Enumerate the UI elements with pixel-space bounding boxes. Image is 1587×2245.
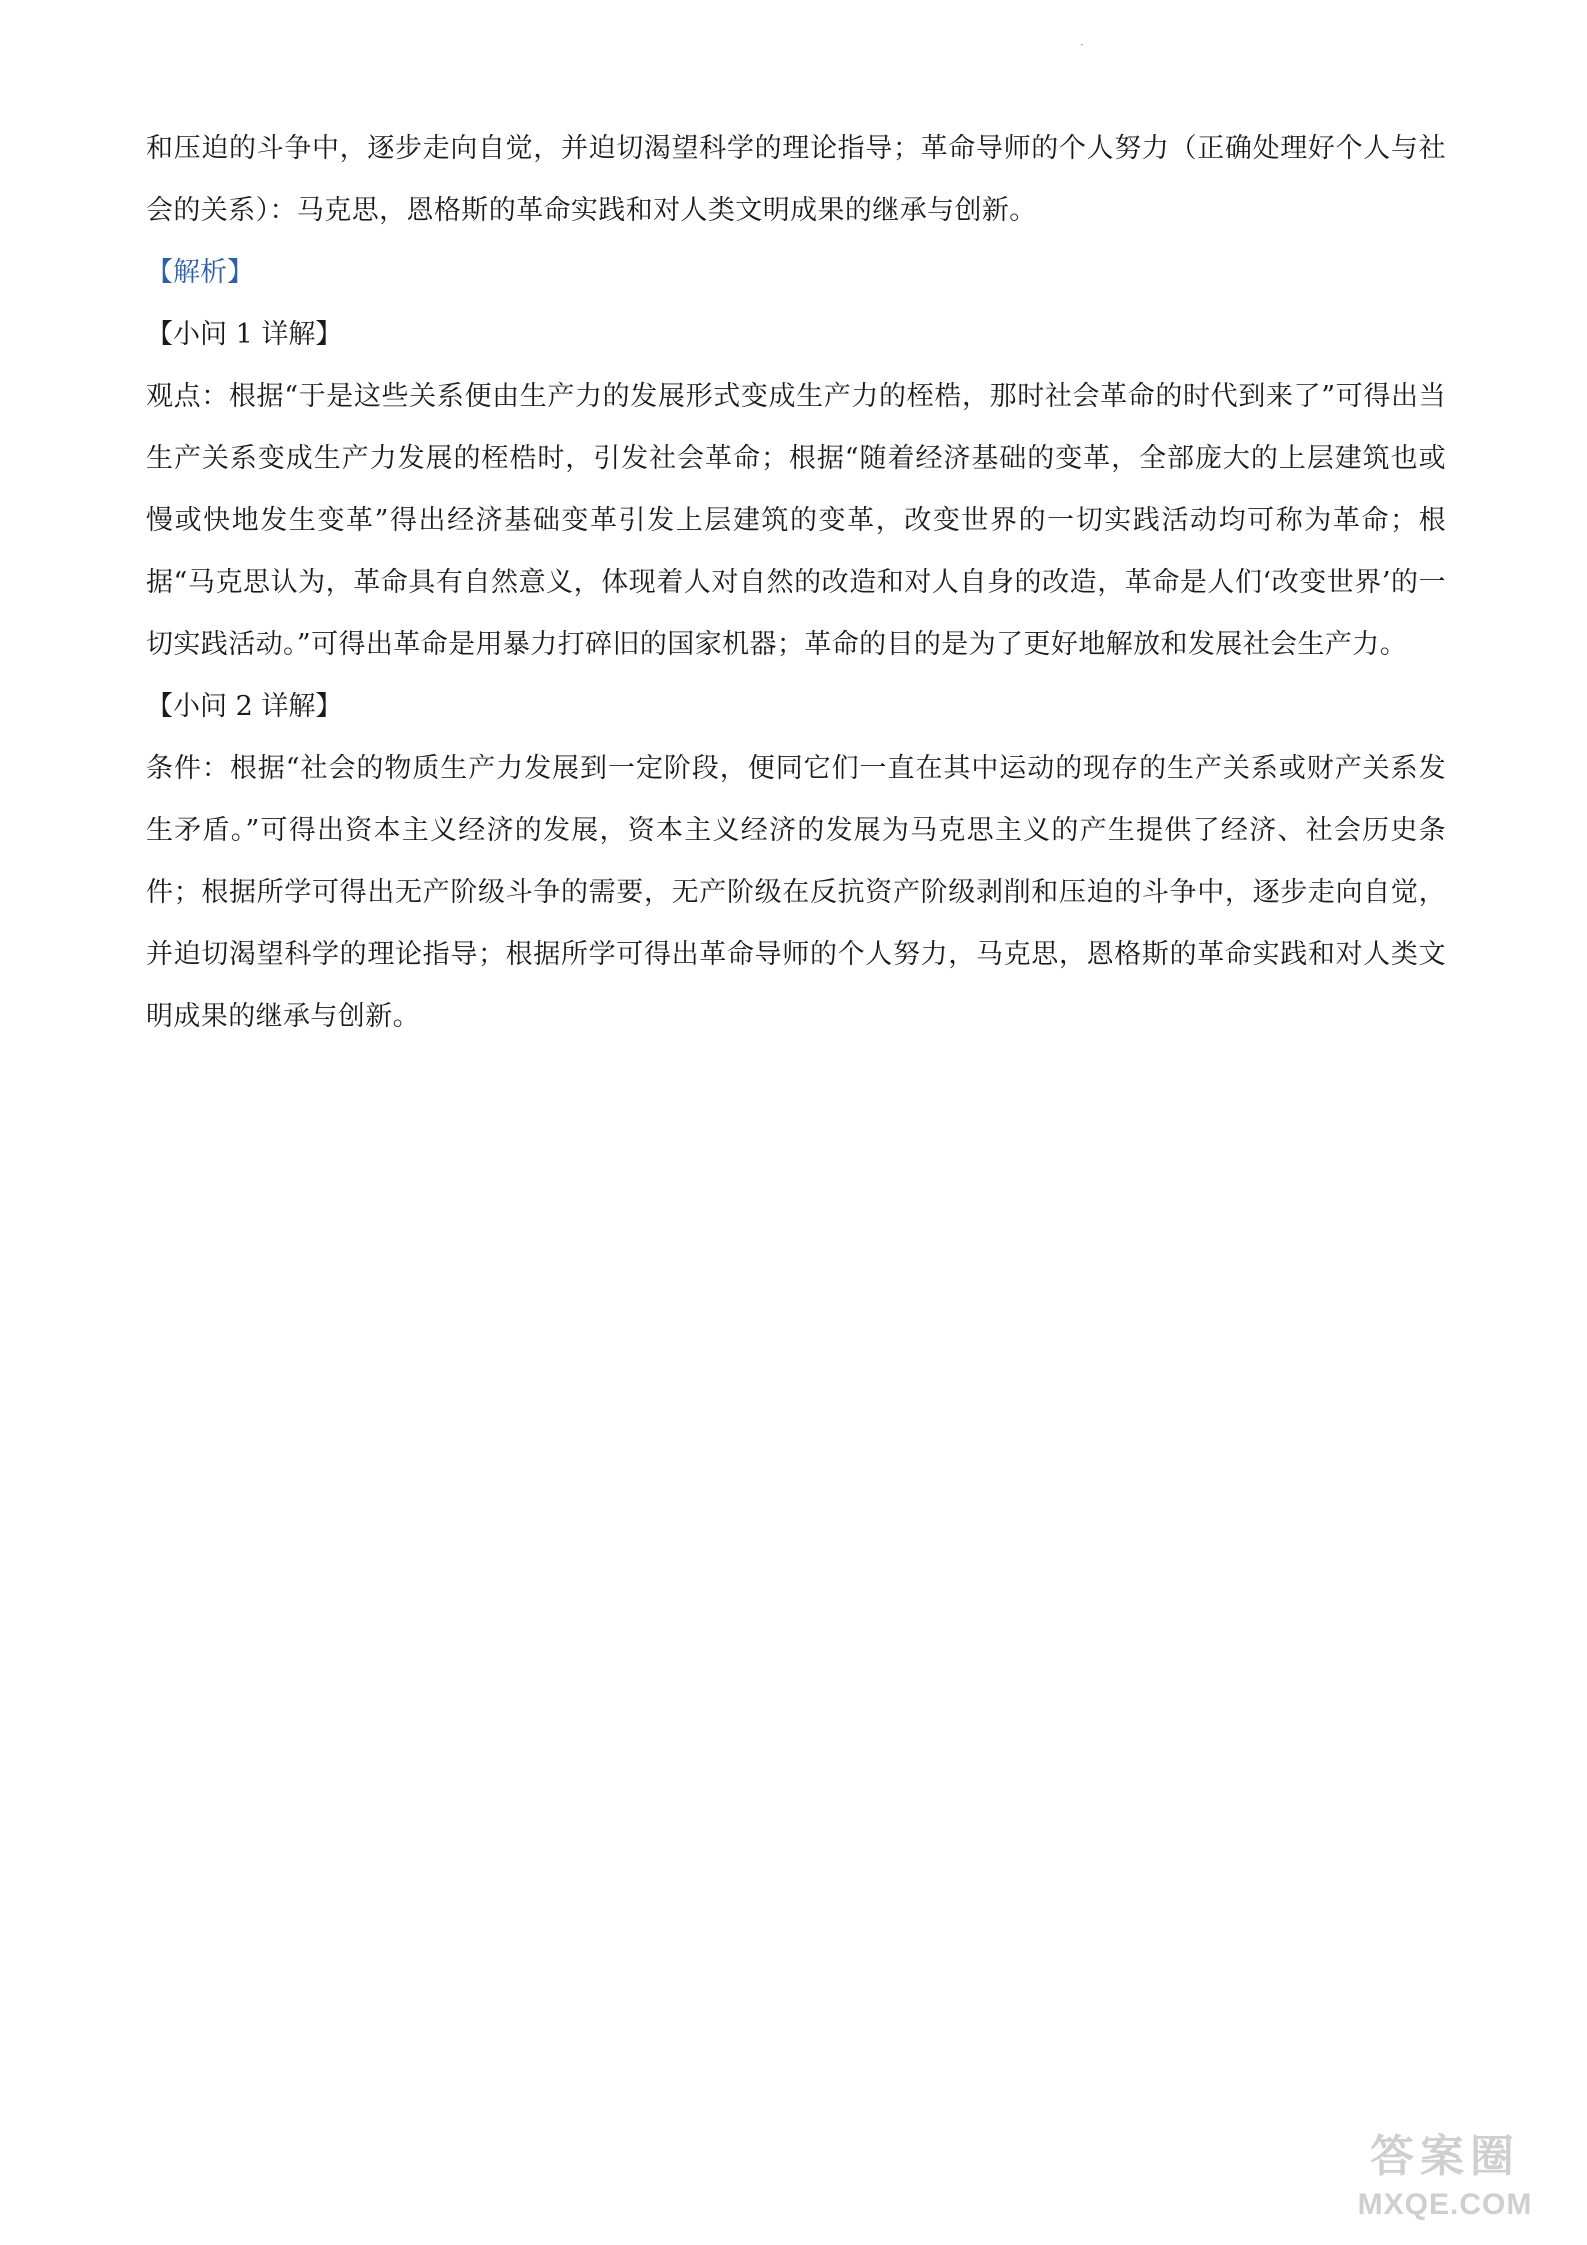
watermark-logo: 答案圈 [1370,2132,1520,2181]
watermark [1325,2127,1565,2237]
page-top-mark: · [1080,38,1084,52]
question-1-heading: 【小问 1 详解】 [146,319,343,350]
question-2-heading: 【小问 2 详解】 [146,691,343,722]
analysis-label: 【解析】 [146,257,254,288]
question-1-explanation: 观点：根据“于是这些关系便由生产力的发展形式变成生产力的桎梏，那时社会革命的时代到来了”可得出当生产关系变成生产力发展的桎梏时，引发社会革命；根据“随着经济基础的变革，全部庞大的上层建筑也或慢或快地发生变革”得出经济基础变革引发上层建筑的变革，改变世界的一切实践活动均可称为革命；根据“马克思认为，革命具有自然意义，体现着人对自然的改造和对人自身的改造，革命是人们‘改变世界’的一切实践活动。”可得出革命是用暴力打碎旧的国家机器；革命的目的是为了更好地解放和发展社会生产力。 [146,381,1446,660]
watermark-url: MXQE.COM [1357,2188,1533,2221]
continued-answer-paragraph: 和压迫的斗争中，逐步走向自觉，并迫切渴望科学的理论指导；革命导师的个人努力（正确处理好个人与社会的关系）：马克思，恩格斯的革命实践和对人类文明成果的继承与创新。 [146,133,1446,226]
document-page [146,118,1446,1048]
question-2-explanation: 条件：根据“社会的物质生产力发展到一定阶段，便同它们一直在其中运动的现存的生产关系或财产关系发生矛盾。”可得出资本主义经济的发展，资本主义经济的发展为马克思主义的产生提供了经济、社会历史条件；根据所学可得出无产阶级斗争的需要，无产阶级在反抗资产阶级剥削和压迫的斗争中，逐步走向自觉，并迫切渴望科学的理论指导；根据所学可得出革命导师的个人努力，马克思，恩格斯的革命实践和对人类文明成果的继承与创新。 [146,753,1446,1032]
